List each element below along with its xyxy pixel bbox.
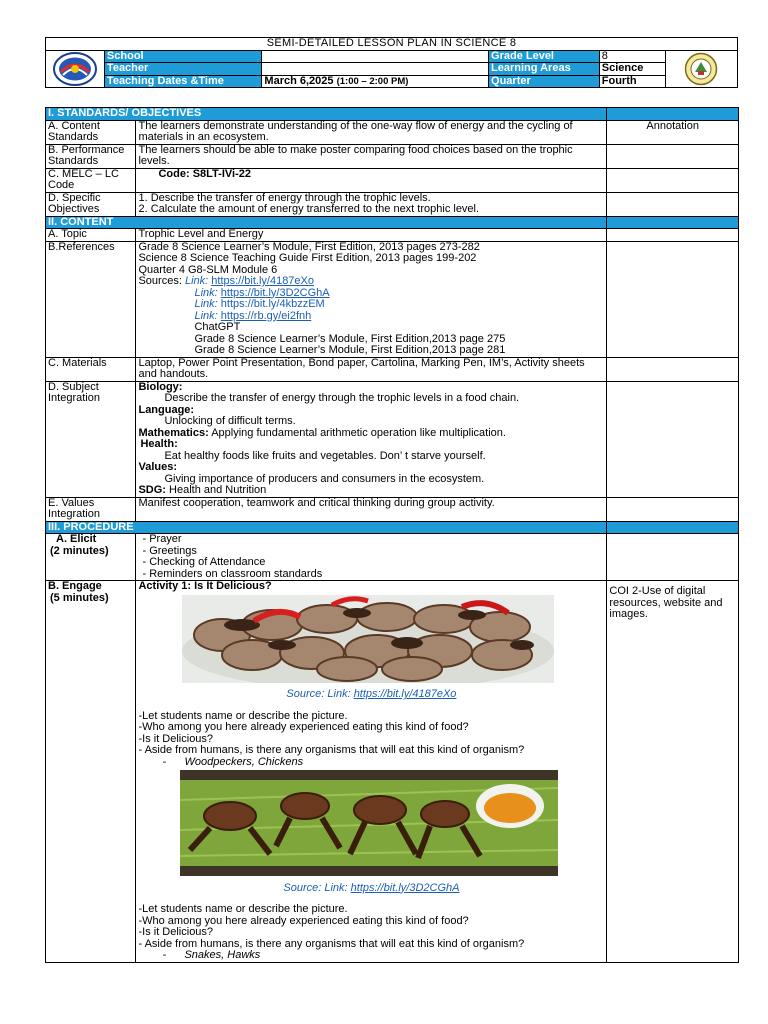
image-caption-2 bbox=[138, 883, 604, 895]
answer-text: Woodpeckers, Chickens bbox=[184, 755, 304, 768]
elicit-time: (2 minutes) bbox=[50, 544, 109, 557]
elicit-label: A. Elicit bbox=[56, 533, 97, 545]
quarter-label: Quarter bbox=[489, 75, 600, 88]
performance-standards-label: B. Performance Standards bbox=[46, 144, 136, 168]
objectives-row bbox=[46, 192, 739, 216]
link-word: Link: bbox=[194, 309, 218, 322]
engage-label: B. Engage bbox=[48, 580, 102, 592]
question-item: -Is it Delicious? bbox=[138, 926, 214, 938]
values-text: Giving importance of producers and consumers in the ecosystem. bbox=[164, 472, 485, 485]
source-link-1[interactable]: https://bit.ly/4187eXo bbox=[211, 275, 314, 287]
time-text: (1:00 – 2:00 PM) bbox=[336, 75, 409, 87]
biology-label: Biology: bbox=[138, 380, 183, 393]
elicit-item: - Reminders on classroom standards bbox=[142, 567, 323, 580]
subject-integration-label: D. Subject Integration bbox=[46, 381, 136, 497]
standards-heading-row bbox=[46, 108, 739, 121]
header-table bbox=[45, 37, 738, 88]
topic-label: A. Topic bbox=[46, 229, 136, 242]
math-line bbox=[138, 428, 604, 440]
references-label: B.References bbox=[46, 241, 136, 357]
elicit-list bbox=[136, 534, 607, 581]
values-label: Values: bbox=[138, 461, 177, 473]
melc-label: C. MELC – LC Code bbox=[46, 168, 136, 192]
question-item: - Aside from humans, is there any organisms that will eat this kind of organism? bbox=[138, 744, 525, 756]
elicit-item: - Greetings bbox=[142, 544, 197, 557]
language-text: Unlocking of difficult terms. bbox=[164, 415, 296, 427]
biology-text: Describe the transfer of energy through the trophic levels in a food chain. bbox=[164, 392, 520, 404]
caption-link-1[interactable]: https://bit.ly/4187eXo bbox=[353, 688, 457, 700]
grade-level-label: Grade Level bbox=[489, 50, 600, 63]
sdg-line bbox=[138, 485, 604, 497]
school-seal-icon bbox=[666, 51, 737, 87]
grade-level-value: 8 bbox=[599, 50, 665, 63]
teacher-label: Teacher bbox=[104, 63, 262, 76]
elicit-label-cell bbox=[46, 534, 136, 581]
source-learners-module: Grade 8 Science Learner’s Module, First Edition,2013 page 281 bbox=[194, 344, 506, 356]
standards-heading: I. STANDARDS/ OBJECTIVES bbox=[46, 108, 607, 121]
annotation-blank bbox=[607, 144, 739, 168]
reference-item: Quarter 4 G8-SLM Module 6 bbox=[138, 263, 278, 276]
annotation-blank bbox=[607, 534, 739, 581]
learning-areas-label: Learning Areas bbox=[489, 63, 600, 76]
content-heading-row bbox=[46, 216, 739, 229]
materials-label: C. Materials bbox=[46, 357, 136, 381]
quarter-value: Fourth bbox=[599, 75, 665, 88]
subject-integration-list bbox=[136, 381, 607, 497]
procedure-heading-blank bbox=[607, 521, 739, 534]
sdg-text: Health and Nutrition bbox=[169, 484, 267, 496]
caption-prefix: Source: Link: bbox=[286, 688, 351, 700]
elicit-item: - Prayer bbox=[142, 533, 182, 545]
references-list bbox=[136, 241, 607, 357]
annotation-blank bbox=[607, 357, 739, 381]
annotation-blank bbox=[607, 381, 739, 497]
question-item: -Is it Delicious? bbox=[138, 732, 214, 745]
reference-item: Grade 8 Science Learner’s Module, First Edition, 2013 pages 273-282 bbox=[138, 240, 480, 253]
question-item: -Let students name or describe the picture. bbox=[138, 709, 348, 722]
question-item: - Aside from humans, is there any organisms that will eat this kind of organism? bbox=[138, 937, 525, 950]
math-text: Applying fundamental arithmetic operation like multiplication. bbox=[211, 426, 506, 439]
lesson-plan-table bbox=[45, 107, 739, 963]
caption-link-2[interactable]: https://bit.ly/3D2CGhA bbox=[350, 881, 460, 894]
question-item: -Who among you here already experienced eating this kind of food? bbox=[138, 721, 469, 733]
question-item: -Let students name or describe the picture. bbox=[138, 903, 348, 915]
deped-seal-icon bbox=[46, 51, 104, 87]
elicit-row bbox=[46, 534, 739, 581]
values-integration-text: Manifest cooperation, teamwork and critical thinking during group activity. bbox=[136, 497, 607, 521]
annotation-label: Annotation bbox=[607, 120, 739, 144]
frog-image-icon bbox=[180, 770, 558, 876]
answer-text: Snakes, Hawks bbox=[184, 949, 261, 961]
standards-heading-blank bbox=[607, 108, 739, 121]
objectives-list bbox=[136, 192, 607, 216]
source-link-4[interactable]: https://rb.gy/ei2fnh bbox=[220, 309, 312, 322]
annotation-blank bbox=[607, 168, 739, 192]
performance-standards-row bbox=[46, 144, 739, 168]
school-label: School bbox=[104, 50, 262, 63]
engage-row bbox=[46, 581, 739, 963]
food-image-1 bbox=[138, 595, 604, 687]
annotation-blank bbox=[607, 497, 739, 521]
question-item: -Who among you here already experienced eating this kind of food? bbox=[138, 914, 469, 927]
materials-row bbox=[46, 357, 739, 381]
activity-title: Activity 1: Is It Delicious? bbox=[138, 580, 272, 592]
language-label: Language: bbox=[138, 403, 195, 416]
annotation-blank bbox=[607, 229, 739, 242]
performance-standards-text: The learners should be able to make poster comparing food choices based on the trophic levels. bbox=[136, 144, 607, 168]
content-standards-label: A. Content Standards bbox=[46, 120, 136, 144]
engage-content bbox=[136, 581, 607, 963]
caption-prefix: Source: Link: bbox=[283, 881, 348, 894]
values-integration-label: E. Values Integration bbox=[46, 497, 136, 521]
annotation-blank bbox=[607, 192, 739, 216]
elicit-item: - Checking of Attendance bbox=[142, 556, 266, 568]
source-link-3[interactable]: https://bit.ly/4kbzzEM bbox=[220, 298, 325, 310]
engage-annotation: COI 2-Use of digital resources, website and images. bbox=[607, 581, 739, 963]
objective-item: 2. Calculate the amount of energy transferred to the next trophic level. bbox=[138, 203, 480, 215]
source-chatgpt: ChatGPT bbox=[194, 321, 241, 333]
melc-row bbox=[46, 168, 739, 192]
school-value bbox=[262, 50, 489, 63]
engage-time: (5 minutes) bbox=[50, 591, 109, 604]
learning-areas-value: Science bbox=[599, 63, 665, 76]
content-heading: II. CONTENT bbox=[46, 216, 607, 229]
date-text: March 6,2025 bbox=[264, 74, 334, 87]
sources-prefix: Sources: bbox=[138, 275, 182, 287]
topic-row bbox=[46, 229, 739, 242]
left-seal-cell bbox=[46, 50, 105, 88]
link-word: Link: bbox=[184, 275, 209, 287]
link-word: Link: bbox=[194, 286, 218, 299]
sdg-label: SDG: bbox=[138, 484, 166, 496]
health-label: Health: bbox=[140, 438, 178, 450]
reference-item: Science 8 Science Teaching Guide First Edition, 2013 pages 199-202 bbox=[138, 252, 477, 264]
objective-item: 1. Describe the transfer of energy through the trophic levels. bbox=[138, 191, 431, 204]
engage-label-cell bbox=[46, 581, 136, 963]
food-image-2 bbox=[138, 770, 604, 880]
image-caption-1 bbox=[138, 689, 604, 701]
right-seal-cell bbox=[665, 50, 737, 88]
health-text: Eat healthy foods like fruits and vegetables. Don’ t starve yourself. bbox=[164, 449, 486, 462]
annotation-blank bbox=[607, 241, 739, 357]
source-learners-module: Grade 8 Science Learner’s Module, First Edition,2013 page 275 bbox=[194, 332, 506, 345]
values-integration-row bbox=[46, 497, 739, 521]
topic-text: Trophic Level and Energy bbox=[136, 229, 607, 242]
melc-code: Code: S8LT-IVi-22 bbox=[136, 168, 607, 192]
math-label: Mathematics: bbox=[138, 426, 209, 439]
procedure-heading-row bbox=[46, 521, 739, 534]
content-heading-blank bbox=[607, 216, 739, 229]
materials-text: Laptop, Power Point Presentation, Bond paper, Cartolina, Marking Pen, IM’s, Activity sheets and handouts. bbox=[136, 357, 607, 381]
document-title: SEMI-DETAILED LESSON PLAN IN SCIENCE 8 bbox=[46, 38, 738, 51]
subject-integration-row bbox=[46, 381, 739, 497]
larvae-image-icon bbox=[182, 595, 554, 683]
source-link-2[interactable]: https://bit.ly/3D2CGhA bbox=[220, 286, 330, 299]
teacher-value bbox=[262, 63, 489, 76]
objectives-label: D. Specific Objectives bbox=[46, 192, 136, 216]
answer-item: - Snakes, Hawks bbox=[162, 949, 261, 961]
teaching-dates-label: Teaching Dates &Time bbox=[104, 75, 262, 88]
content-standards-text: The learners demonstrate understanding of the one-way flow of energy and the cycling of materials in an ecosystem. bbox=[136, 120, 607, 144]
content-standards-row bbox=[46, 120, 739, 144]
link-word: Link: bbox=[194, 298, 218, 310]
teaching-dates-value bbox=[262, 75, 489, 88]
answer-item: - Woodpeckers, Chickens bbox=[162, 755, 304, 768]
references-row bbox=[46, 241, 739, 357]
procedure-heading: III. PROCEDURE bbox=[46, 521, 607, 534]
